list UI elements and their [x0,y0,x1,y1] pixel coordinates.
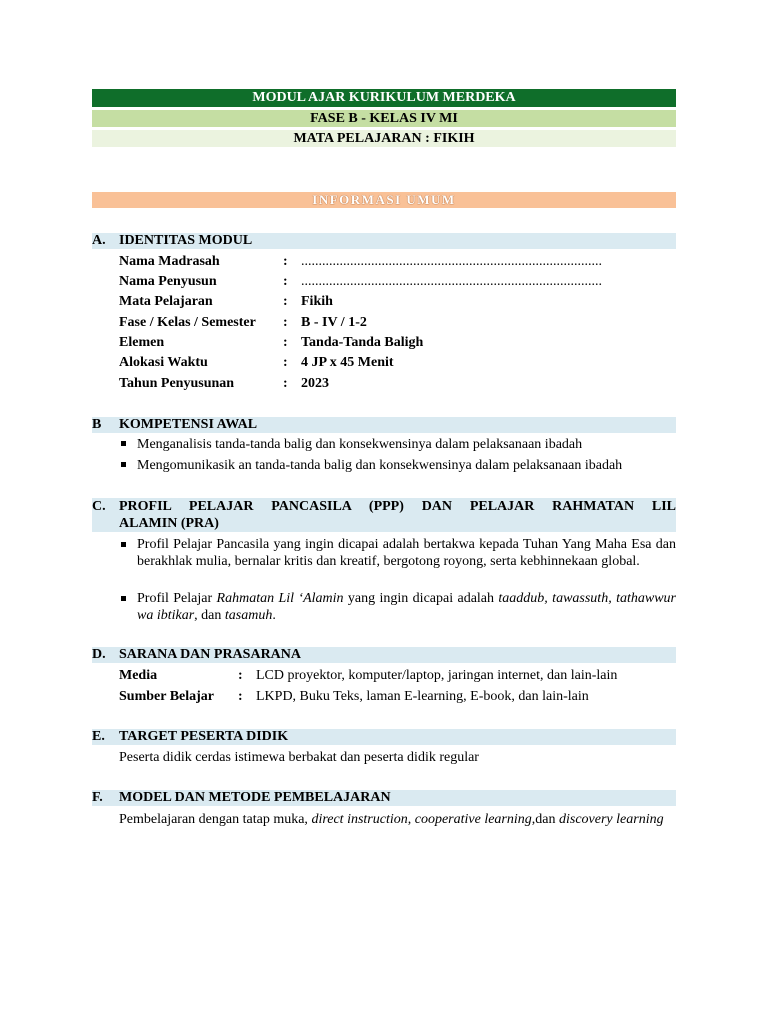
subject-banner: MATA PELAJARAN : FIKIH [92,130,676,147]
list-item-text: Menganalisis tanda-tanda balig dan konsekwensinya dalam pelaksanaan ibadah [137,437,583,452]
model-text-part: , [407,812,415,827]
section-e-header [92,729,676,745]
identity-colon: : [283,254,288,269]
model-text-part: Pembelajaran dengan tatap muka, [119,812,312,827]
identity-colon: : [283,274,288,289]
section-letter: F. [92,790,103,805]
identity-colon: : [283,335,288,350]
sarana-value: LCD proyektor, komputer/laptop, jaringan internet, dan lain-lain [256,668,618,683]
pra-text-part: Profil Pelajar [137,591,217,606]
section-letter: A. [92,233,106,248]
identity-label: Mata Pelajaran [119,294,213,309]
profil-ppp-text: Profil Pelajar Pancasila yang ingin dicapai adalah bertakwa kepada Tuhan Yang Maha Esa dan berakhlak mulia, bernalar kritis dan kreatif, bergotong royong, serta kebhinnekaan global. [137,537,676,569]
sarana-colon: : [238,689,243,704]
section-title: IDENTITAS MODUL [119,233,253,248]
section-title-line2: ALAMIN (PRA) [119,516,219,531]
section-title: KOMPETENSI AWAL [119,417,258,432]
section-f-header [92,790,676,806]
identity-colon: : [283,376,288,391]
identity-label: Elemen [119,335,165,350]
section-title: TARGET PESERTA DIDIK [119,729,289,744]
identity-value: 4 JP x 45 Menit [301,355,394,370]
identity-value: Tanda-Tanda Baligh [301,335,424,350]
section-title: SARANA DAN PRASARANA [119,647,302,662]
pra-text-part: , dan [194,608,225,623]
identity-value: ...................................................................................... [301,254,602,269]
pra-text-italic: taaddub, tawassuth, tathawwur wa ibtikar [137,591,676,623]
bullet-icon [121,542,126,547]
identity-label: Tahun Penyusunan [119,376,235,391]
identity-colon: : [283,315,288,330]
identity-label: Nama Madrasah [119,254,220,269]
model-text-italic: direct instruction [311,812,408,827]
bullet-icon [121,441,126,446]
section-title: MODEL DAN METODE PEMBELAJARAN [119,790,391,805]
section-letter: E. [92,729,105,744]
model-text-part: ,dan [531,812,559,827]
profil-pra-text [137,590,676,624]
pra-text-italic: Rahmatan Lil ‘Alamin [216,591,344,606]
list-item-text: Mengomunikasik an tanda-tanda balig dan konsekwensinya dalam pelaksanaan ibadah [137,458,623,473]
model-text [119,811,676,828]
identity-value: 2023 [301,376,329,391]
sarana-label: Media [119,668,158,683]
phase-banner: FASE B - KELAS IV MI [92,110,676,127]
bullet-icon [121,462,126,467]
section-d-header [92,647,676,663]
sarana-colon: : [238,668,243,683]
module-title-banner: MODUL AJAR KURIKULUM MERDEKA [92,89,676,107]
sarana-value: LKPD, Buku Teks, laman E-learning, E-book, dan lain-lain [256,689,589,704]
section-letter: C. [92,499,106,514]
section-letter: B [92,417,102,432]
target-text: Peserta didik cerdas istimewa berbakat dan peserta didik regular [119,750,479,765]
bullet-icon [121,596,126,601]
model-text-italic: cooperative learning [414,812,532,827]
info-umum-banner: INFORMASI UMUM [92,192,676,208]
identity-value: B - IV / 1-2 [301,315,367,330]
sarana-label: Sumber Belajar [119,689,215,704]
section-a-header [92,233,676,249]
pra-text-italic: tasamuh [224,608,273,623]
identity-colon: : [283,355,288,370]
identity-value: Fikih [301,294,333,309]
section-letter: D. [92,647,106,662]
identity-label: Nama Penyusun [119,274,217,289]
identity-value: ...................................................................................... [301,274,602,289]
model-text-italic: discovery learning [559,812,664,827]
section-b-header [92,417,676,433]
pra-text-part: . [272,608,276,623]
section-title: PROFIL PELAJAR PANCASILA (PPP) DAN PELAJAR RAHMATAN LIL [119,499,676,514]
pra-text-part: yang ingin dicapai adalah [343,591,499,606]
identity-label: Alokasi Waktu [119,355,208,370]
section-c-header [92,498,676,532]
identity-colon: : [283,294,288,309]
identity-label: Fase / Kelas / Semester [119,315,256,330]
